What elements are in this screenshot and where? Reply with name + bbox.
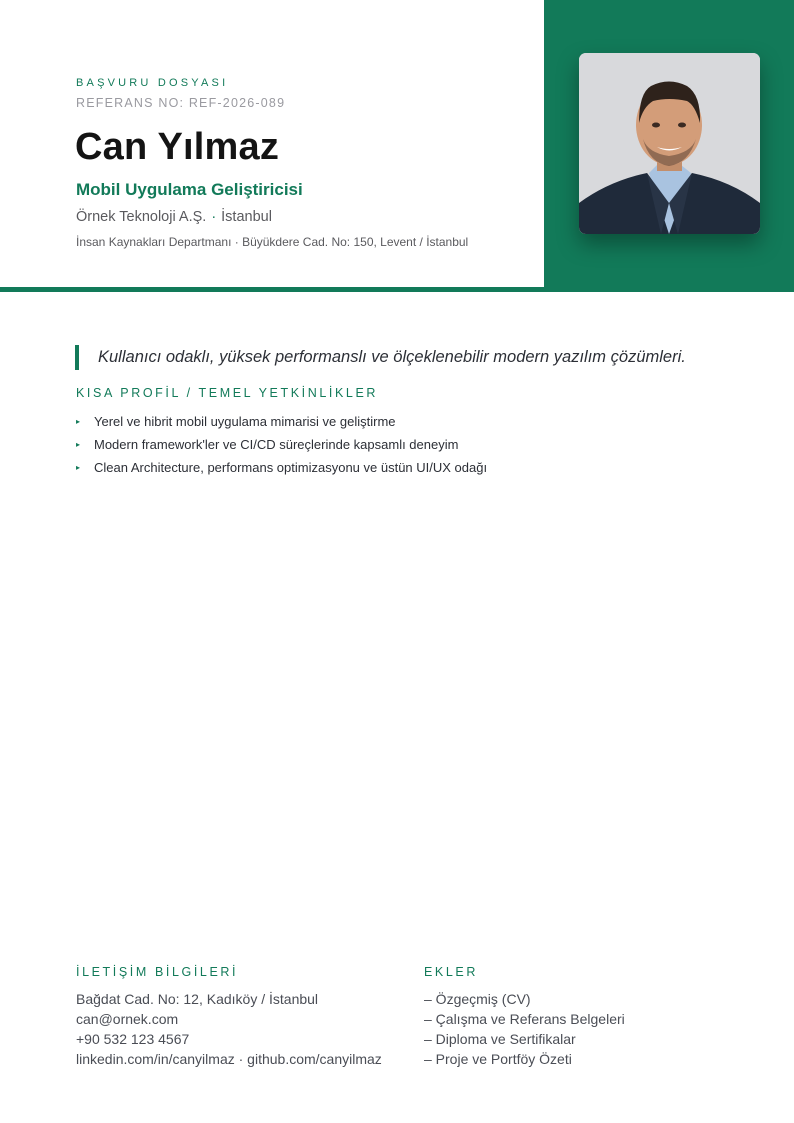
summary-quote: Kullanıcı odaklı, yüksek performanslı ve ölçeklenebilir modern yazılım çözümleri.	[75, 345, 686, 370]
document-type-label: BAŞVURU DOSYASI	[76, 77, 229, 89]
attachment-item: – Proje ve Portföy Özeti	[424, 1051, 572, 1067]
attachments-list	[424, 989, 625, 1069]
company-address: İnsan Kaynakları Departmanı · Büyükdere Cad. No: 150, Levent / İstanbul	[76, 235, 469, 249]
applicant-name: Can Yılmaz	[75, 126, 280, 168]
header-divider	[0, 287, 794, 292]
competency-text: Clean Architecture, performans optimizasyonu ve üstün UI/UX odağı	[94, 460, 488, 475]
attachment-item: – Diploma ve Sertifikalar	[424, 1031, 576, 1047]
bullet-arrow-icon: ▸	[76, 440, 81, 449]
company-line	[76, 209, 272, 225]
reference-number: REFERANS NO: REF-2026-089	[76, 96, 286, 110]
competency-text: Modern framework'ler ve CI/CD süreçlerinde kapsamlı deneyim	[94, 437, 459, 452]
attachments-section-title: EKLER	[424, 965, 478, 979]
separator-dot: ·	[211, 209, 217, 225]
contact-phone[interactable]: +90 532 123 4567	[76, 1031, 190, 1047]
competency-text: Yerel ve hibrit mobil uygulama mimarisi ve geliştirme	[94, 414, 396, 429]
list-item	[76, 433, 487, 456]
contact-section-title: İLETİŞİM BİLGİLERİ	[76, 965, 239, 979]
attachment-item: – Özgeçmiş (CV)	[424, 991, 531, 1007]
list-item	[76, 456, 487, 479]
company-city: İstanbul	[221, 209, 272, 225]
bullet-arrow-icon: ▸	[76, 463, 81, 472]
contact-address: Bağdat Cad. No: 12, Kadıköy / İstanbul	[76, 991, 319, 1007]
profile-photo	[579, 53, 760, 234]
job-title: Mobil Uygulama Geliştiricisi	[76, 180, 303, 199]
bullet-arrow-icon: ▸	[76, 417, 81, 426]
profile-section-title: KISA PROFİL / TEMEL YETKİNLİKLER	[76, 386, 379, 400]
contact-details	[76, 989, 382, 1069]
list-item	[76, 410, 487, 433]
attachment-item: – Çalışma ve Referans Belgeleri	[424, 1011, 625, 1027]
competency-list	[76, 410, 487, 479]
contact-email[interactable]: can@ornek.com	[76, 1011, 179, 1027]
company-name: Örnek Teknoloji A.Ş.	[76, 209, 207, 225]
contact-profiles[interactable]: linkedin.com/in/canyilmaz · github.com/canyilmaz	[76, 1051, 382, 1067]
